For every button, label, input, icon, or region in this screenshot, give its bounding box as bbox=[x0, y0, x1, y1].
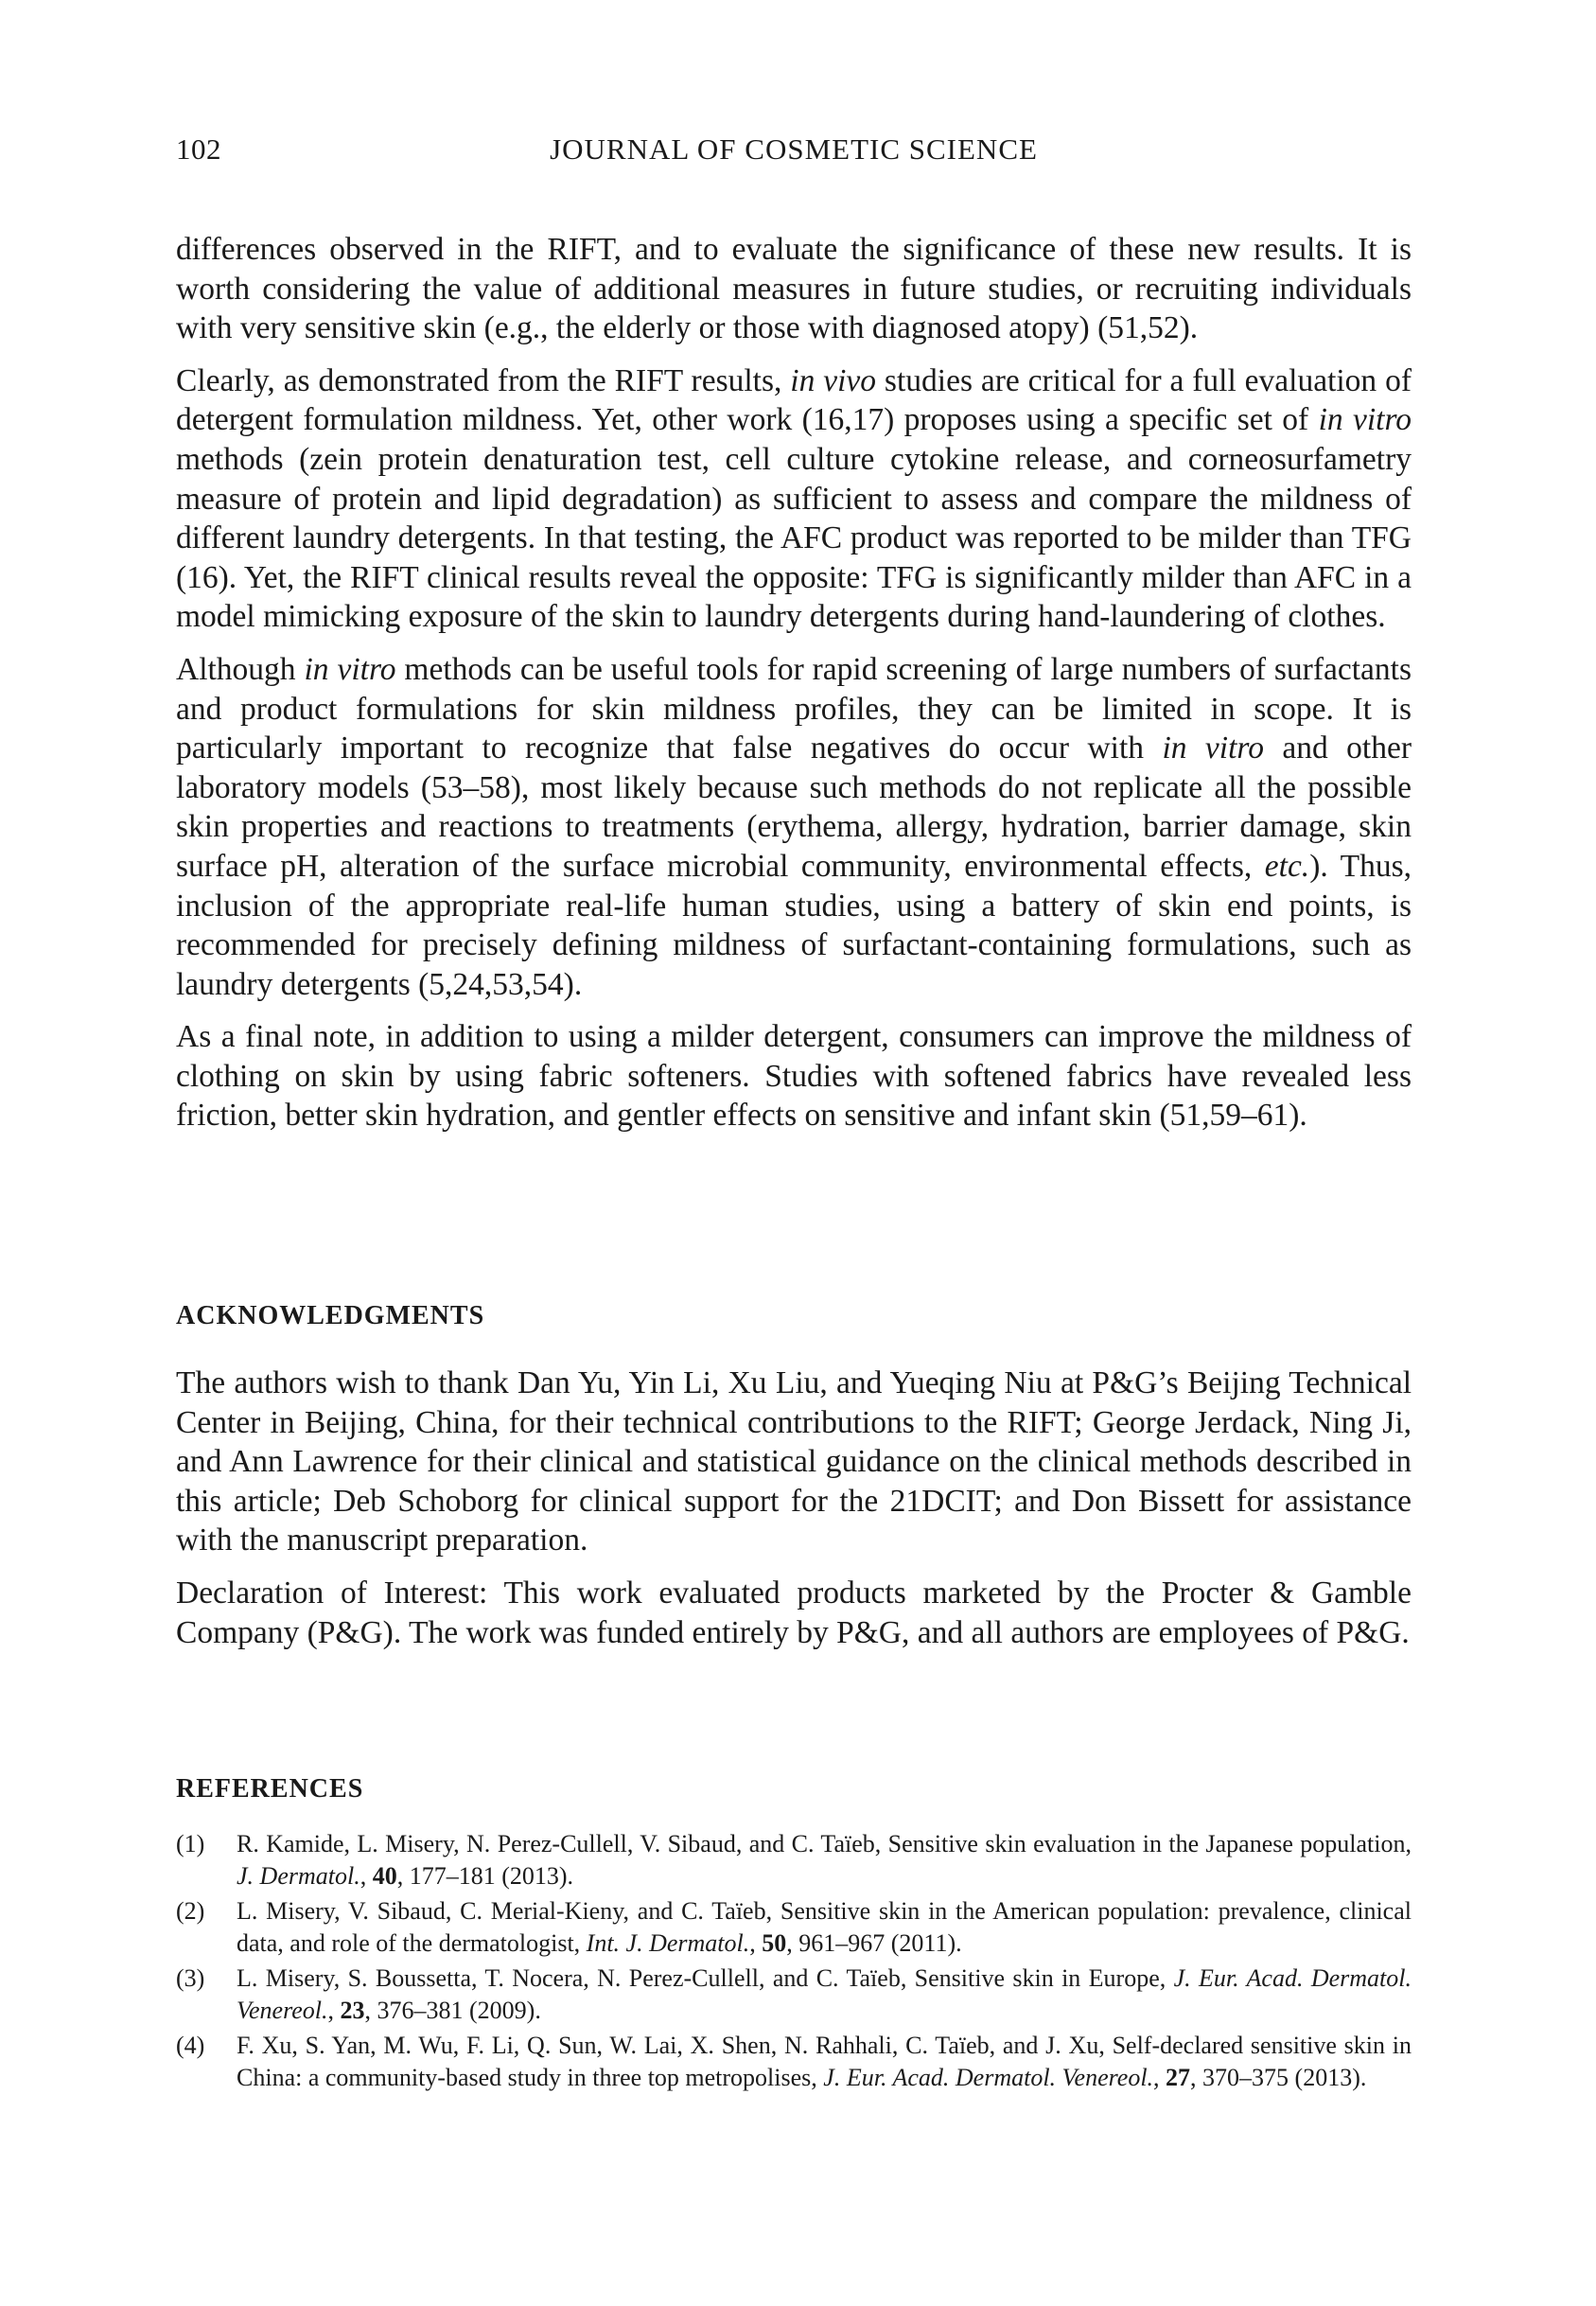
paragraph-text: As a final note, in addition to using a milder detergent, consumers can improve the mildness of clothing on skin by using fabric softeners. Studies with softened fabrics have revealed less friction, better skin hydration, and gentler effects on sensitive and infant skin (51,59–61). bbox=[176, 1019, 1412, 1134]
reference-item bbox=[176, 2030, 1412, 2093]
reference-separator: , bbox=[749, 1928, 763, 1957]
italic-term: in vitro bbox=[304, 651, 396, 687]
paragraph-2 bbox=[176, 361, 1412, 637]
acknowledgments-paragraph: The authors wish to thank Dan Yu, Yin Li, Xu Liu, and Yueqing Niu at P&G’s Beijing Technical Center in Beijing, China, for their technical contributions to the RIFT; George Jerdack, Ning Ji, and Ann Lawrence for their clinical and statistical guidance on the clinical methods described in this article; Deb Schoborg for clinical support for the 21DCIT; and Don Bissett for assistance with the manuscript preparation. bbox=[176, 1365, 1412, 1558]
reference-pages-year: , 961–967 (2011). bbox=[786, 1928, 962, 1957]
italic-term: in vivo bbox=[790, 362, 877, 398]
reference-volume: 23 bbox=[340, 1996, 365, 2024]
reference-journal: Int. J. Dermatol. bbox=[586, 1928, 750, 1957]
reference-separator: , bbox=[1153, 2063, 1166, 2091]
reference-item bbox=[176, 1895, 1412, 1959]
reference-volume: 27 bbox=[1166, 2063, 1191, 2091]
reference-journal: J. Eur. Acad. Dermatol. Venereol. bbox=[237, 1964, 1412, 2024]
paragraph-text: Although bbox=[176, 651, 305, 687]
page-number: 102 bbox=[176, 132, 221, 166]
paragraph-text: and other laboratory models (53–58), most likely because such methods do not replicate all the possible skin properties and reactions to treatments (erythema, allergy, hydration, barrier damage, skin surface pH, alteration of the surface microbial community, environmental effects, bbox=[176, 731, 1412, 884]
reference-pages-year: , 376–381 (2009). bbox=[364, 1996, 541, 2024]
reference-separator: , bbox=[327, 1996, 341, 2024]
reference-pages-year: , 370–375 (2013). bbox=[1190, 2063, 1367, 2091]
italic-term: in vitro bbox=[1318, 402, 1412, 438]
references-heading: REFERENCES bbox=[176, 1774, 364, 1804]
reference-number: (4) bbox=[176, 2032, 205, 2059]
reference-volume: 50 bbox=[762, 1928, 787, 1957]
reference-volume: 40 bbox=[372, 1861, 397, 1890]
acknowledgments-heading: ACKNOWLEDGMENTS bbox=[176, 1301, 485, 1330]
reference-list bbox=[176, 1828, 1412, 2097]
paragraph-text: Clearly, as demonstrated from the RIFT results, bbox=[176, 362, 791, 398]
paragraph-text: studies are critical for a full evaluation of detergent formulation mildness. Yet, other work (16,17) proposes using a specific set of bbox=[176, 362, 1412, 438]
reference-number: (2) bbox=[176, 1897, 205, 1925]
reference-item bbox=[176, 1828, 1412, 1892]
paragraph-text: ). Thus, inclusion of the appropriate real-life human studies, using a battery of skin end points, is recommended for precisely defining mildness of surfactant-containing formulations, such as laundry detergents (5,24,53,54). bbox=[176, 848, 1412, 1002]
reference-separator: , bbox=[360, 1861, 373, 1890]
journal-title: JOURNAL OF COSMETIC SCIENCE bbox=[550, 132, 1038, 166]
reference-authors-title: L. Misery, V. Sibaud, C. Merial-Kieny, and C. Taïeb, Sensitive skin in the American population: prevalence, clinical data, and role of the dermatologist, bbox=[237, 1897, 1412, 1957]
paragraph-text: methods can be useful tools for rapid screening of large numbers of surfactants and product formulations for skin mildness profiles, they can be limited in scope. It is particularly important to recognize that false negatives do occur with bbox=[176, 651, 1412, 766]
reference-item bbox=[176, 1963, 1412, 2026]
reference-authors-title: R. Kamide, L. Misery, N. Perez-Cullell, V. Sibaud, and C. Taïeb, Sensitive skin evaluation in the Japanese population, bbox=[237, 1830, 1412, 1857]
discussion-body bbox=[176, 230, 1412, 1149]
paragraph-text: differences observed in the RIFT, and to evaluate the significance of these new results. It is worth considering the value of additional measures in future studies, or recruiting individuals with very sensitive skin (e.g., the elderly or those with diagnosed atopy) (51,52). bbox=[176, 232, 1412, 346]
paragraph-1 bbox=[176, 230, 1412, 348]
paragraph-3 bbox=[176, 650, 1412, 1004]
reference-authors-title: L. Misery, S. Boussetta, T. Nocera, N. Perez-Cullell, and C. Taïeb, Sensitive skin in Europe, bbox=[237, 1964, 1174, 1992]
running-head bbox=[176, 132, 1412, 170]
italic-term: in vitro bbox=[1162, 731, 1264, 766]
reference-journal: J. Dermatol. bbox=[237, 1861, 360, 1890]
paragraph-4 bbox=[176, 1017, 1412, 1135]
declaration-of-interest: Declaration of Interest: This work evaluated products marketed by the Procter & Gamble Company (P&G). The work was funded entirely by P&G, and all authors are employees of P&G. bbox=[176, 1575, 1412, 1650]
reference-journal: J. Eur. Acad. Dermatol. Venereol. bbox=[823, 2063, 1154, 2091]
paragraph-text: methods (zein protein denaturation test, cell culture cytokine release, and corneosurfametry measure of protein and lipid degradation) as sufficient to assess and compare the mildness of different laundry detergents. In that testing, the AFC product was reported to be milder than TFG (16). Yet, the RIFT clinical results reveal the opposite: TFG is significantly milder than AFC in a model mimicking exposure of the skin to laundry detergents during hand-laundering of clothes. bbox=[176, 441, 1412, 635]
italic-term: etc. bbox=[1264, 848, 1310, 884]
reference-pages-year: , 177–181 (2013). bbox=[396, 1861, 574, 1890]
reference-number: (3) bbox=[176, 1964, 205, 1992]
reference-number: (1) bbox=[176, 1830, 205, 1857]
reference-authors-title: F. Xu, S. Yan, M. Wu, F. Li, Q. Sun, W. Lai, X. Shen, N. Rahhali, C. Taïeb, and J. Xu, Self-declared sensitive skin in China: a community-based study in three top metropolises, bbox=[237, 2032, 1412, 2091]
acknowledgments-section bbox=[176, 1364, 1412, 1665]
